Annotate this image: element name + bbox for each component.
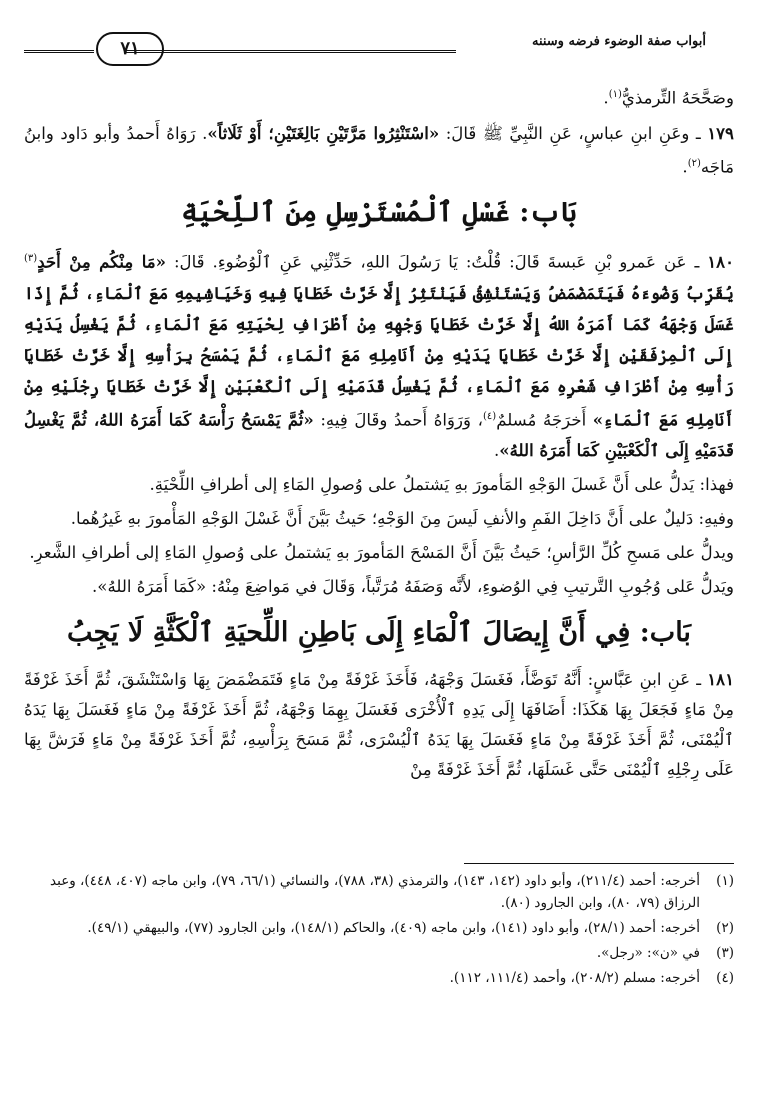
hadith-181 xyxy=(24,664,734,785)
hadith-source-cont: ، وَرَوَاهُ أَحمدُ وقَالَ فِيهِ: xyxy=(320,410,484,430)
footnote-divider xyxy=(464,863,734,864)
period: . xyxy=(493,441,500,461)
hadith-180 xyxy=(24,244,734,466)
hadith-number: ١٧٩ xyxy=(707,122,734,143)
hadith-number: ١٨٠ xyxy=(707,251,734,272)
hadith-intro: ـ عَن عَمرو بْنِ عَبسةَ قَالَ: قُلْتُ: يَا رَسُولَ اللهِ، حَدِّثْنِي عَنِ ٱلْوُضُوءِ. قَالَ: xyxy=(173,252,700,272)
hadith-179: ١٧٩ ـ وعَنِ ابنِ عباسٍ، عَنِ النَّبِيِّ ﷺ قَالَ: «اسْتَنْثِرُوا مَرَّتَيْنِ بَالِغَتَيْنِ؛ أَوْ ثَلَاثاً». رَوَاهُ أَحمدُ وأبو دَاود وابنُ مَاجَه$^{(٢)}$. xyxy=(24,122,734,177)
footnote-ref[interactable]: (١) xyxy=(608,89,622,100)
hadith-source: . رَوَاهُ أَحمدُ وأبو دَاود وابنُ مَاجَه xyxy=(24,123,734,177)
footnote-ref[interactable]: (٤) xyxy=(483,410,497,422)
hadith-quote-variant: «ثُمَّ يَمْسَحُ رَأْسَهُ كَمَا أَمَرَهُ اللهُ، ثُمَّ يَغْسِلُ قَدَمَيْهِ إِلَى ٱلْكَعْبَيْنِ كَمَا أَمَرَهُ اللهُ» xyxy=(24,409,734,461)
footnote-text: أخرجه: مسلم (٢٠٨/٢)، وأحمد (١١١/٤، ١١٢). xyxy=(449,970,700,986)
footnote xyxy=(24,917,734,939)
hadith-quote: «مَا مِنْكُم مِنْ أَحَدٍ xyxy=(37,251,167,272)
page-number: ٧١ xyxy=(96,32,164,66)
hadith-intro: ـ وعَنِ ابنِ عباسٍ، عَنِ النَّبِيِّ ﷺ قَالَ: xyxy=(445,123,701,143)
commentary-paragraph: فهذا: يَدلُّ على أَنَّ غَسلَ الوَجْهِ المَأمورَ بهِ يَشتملُ على وُصولِ المَاءِ إلى أطرافِ اللِّحْيَةِ. xyxy=(149,475,734,495)
hadith-quote: «اسْتَنْثِرُوا مَرَّتَيْنِ بَالِغَتَيْنِ؛ أَوْ ثَلَاثاً» xyxy=(207,122,440,143)
commentary-paragraph: وفيهِ: دَليلٌ على أَنَّ دَاخِلَ الفَمِ والأنفِ لَيسَ مِنَ الوَجْهِ؛ حَيثُ بَيَّنَ أَنَّ غَسْلَ الوَجْهِ المَأْمورَ بهِ غَيرُهُما. xyxy=(70,509,734,529)
hadith-source: أَخرَجَهُ مُسلمٌ xyxy=(496,410,587,430)
page-body xyxy=(24,80,734,789)
footnote-ref[interactable]: (٣) xyxy=(24,253,38,265)
commentary-paragraph: ويدلُّ على مَسحِ كُلِّ الرَّأسِ؛ حَيثُ بَيَّنَ أَنَّ المَسْحَ المَأمورَ بهِ يَشتملُ على وُصولِ المَاءِ إلى أطرافِ الشَّعرِ. xyxy=(29,543,734,563)
footnote-text: أخرجه: أحمد (٢٨/١)، وأبو داود (١٤١)، وابن ماجه (٤٠٩)، والحاكم (١٤٨/١)، وابن الجارود (٧٧)، والبيهقي (٤٩/١). xyxy=(87,920,700,936)
commentary-paragraph: ويَدلُّ عَلى وُجُوبِ التَّرتيبِ فِي الوُضوءِ، لأَنَّه وَصَفَهُ مُرَتَّباً، وَقَالَ في مَواضِعَ مِنْهُ: «كَمَا أَمَرَهُ اللهُ». xyxy=(92,577,734,597)
hadith-quote-cont: يُقَرِّبُ وَضُوءَهُ فَيَتَمَضْمَضُ وَيَسْتَنْشِقُ فَيَنْتَثِرُ إِلَّا خَرَّتْ خَطَايَا فِيهِ وَخَيَاشِيمِهِ مَعَ ٱلْمَاءِ، ثُمَّ إِذَا غَسَلَ وَجْهَهُ كَمَا أَمَرَهُ اللهُ إِلَّا خَرَّتْ خَطَايَا وَجْهِهِ مِنْ أَطْرَافِ لِحْيَتِهِ مَعَ ٱلْمَاءِ، ثُمَّ يَغْسِلُ يَدَيْهِ إِلَى ٱلْمِرْفَقَيْنِ إِلَّا خَرَّتْ خَطَايَا يَدَيْهِ مِنْ أَنَامِلِهِ مَعَ ٱلْمَاءِ، ثُمَّ يَمْسَحُ بِرَأْسِهِ إِلَّا خَرَّتْ خَطَايَا رَأْسِهِ مِنْ أَطْرَافِ شَعْرِهِ مَعَ ٱلْمَاءِ، ثُمَّ يَغْسِلُ قَدَمَيْهِ إِلَى ٱلْكَعْبَيْنِ إِلَّا خَرَّتْ خَطَايَا رِجْلَيْهِ مِنْ أَنَامِلِهِ مَعَ ٱلْمَاءِ» xyxy=(24,282,735,430)
footnote xyxy=(24,942,734,964)
footnote-text: أخرجه: أحمد (٢١١/٤)، وأبو داود (١٤٢، ١٤٣)، والترمذي (٣٨، ٧٨٨)، والنسائي (٦٦/١، ٧٩)، وابن ماجه (٤٠٧، ٤٤٨)، وعبد الرزاق (٧٩، ٨٠)، وابن الجارود (٨٠). xyxy=(50,873,700,911)
chapter-heading: بَاب: فِي أَنَّ إِيصَالَ ٱلْمَاءِ إِلَى بَاطِنِ اللِّحيَةِ ٱلْكَثَّةِ لَا يَجِبُ xyxy=(67,617,691,649)
header-divider-end xyxy=(24,50,94,53)
footnote-number: (١) xyxy=(716,873,734,889)
paragraph-tirmidhi: وصَحَّحَهُ التِّرمذيُّ$^{(١)}$. xyxy=(603,88,734,108)
header-divider xyxy=(124,50,456,53)
footnote-text: في «ن»: «رجل». xyxy=(596,945,700,961)
hadith-text: ـ عَنِ ابنِ عَبَّاسٍ: أَنَّهُ تَوَضَّأَ، فَغَسَلَ وَجْهَهُ، فَأَخَذَ غَرْفَةً مِنْ مَاءٍ فَتَمَضْمَضَ بِهَا وَاسْتَنْشَقَ، ثُمَّ أَخَذَ غَرْفَةً مِنْ مَاءٍ فَجَعَلَ بِهَا هَكَذَا: أَضَافَهَا إِلَى يَدِهِ ٱلْأُخْرَى فَغَسَلَ بِهِمَا وَجْهَهُ، ثُمَّ أَخَذَ غَرْفَةً مِنْ مَاءٍ فَغَسَلَ بِهَا يَدَهُ ٱلْيُمْنَى، ثُمَّ أَخَذَ غَرْفَةً مِنْ مَاءٍ فَغَسَلَ بِهَا يَدَهُ ٱلْيُسْرَى، ثُمَّ مَسَحَ بِرَأْسِهِ، ثُمَّ أَخَذَ غَرْفَةً مِنْ مَاءٍ فَرَشَّ بِهَا عَلَى رِجْلِهِ ٱلْيُمْنَى حَتَّى غَسَلَهَا، ثُمَّ أَخَذَ غَرْفَةً مِنْ xyxy=(24,670,734,780)
chapter-heading: بَاب: غَسْلِ ٱلْمُسْتَرْسِلِ مِنَ ٱللِّحْيَةِ xyxy=(181,197,577,229)
footnote-number: (٣) xyxy=(716,945,734,961)
footnotes xyxy=(24,870,734,992)
footnote xyxy=(24,870,734,914)
footnote-number: (٤) xyxy=(716,970,734,986)
header-title: أبواب صفة الوضوء فرضه وسننه xyxy=(531,34,706,49)
footnote-ref[interactable]: (٢) xyxy=(687,157,701,169)
hadith-number: ١٨١ xyxy=(707,669,734,690)
footnote xyxy=(24,967,734,989)
footnote-number: (٢) xyxy=(716,920,734,936)
running-header xyxy=(24,30,706,70)
paragraph-text: وصَحَّحَهُ التِّرمذيُّ xyxy=(621,88,734,108)
